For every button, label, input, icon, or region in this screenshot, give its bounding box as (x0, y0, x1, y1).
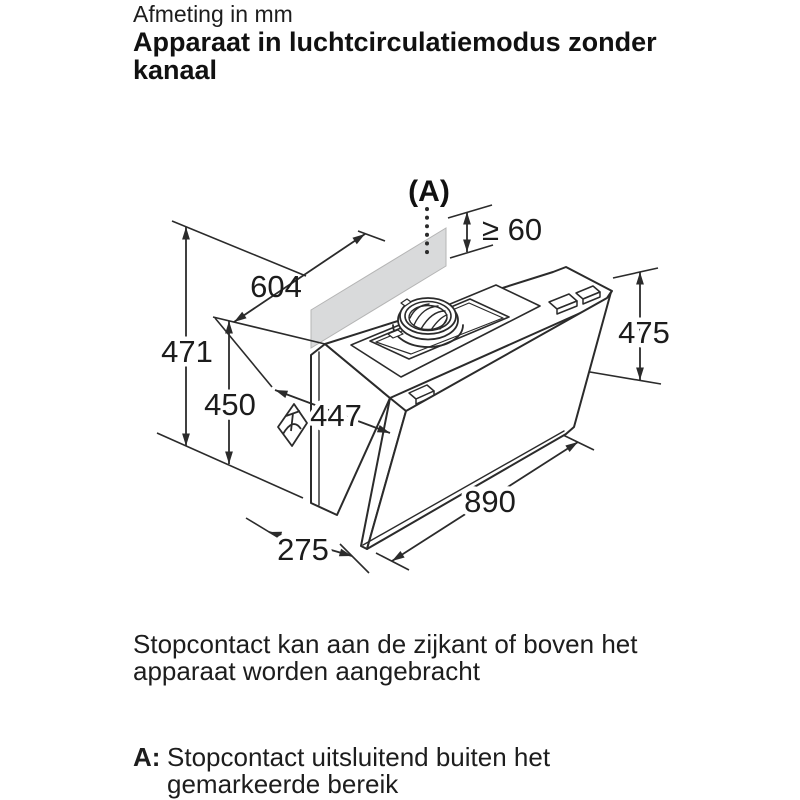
dim-label-275: 275 (277, 532, 329, 567)
notes-block (133, 629, 733, 799)
page-title-line2: kanaal (133, 55, 218, 85)
note1-line2: apparaat worden aangebracht (133, 656, 480, 686)
dim-label-890: 890 (464, 484, 516, 519)
units-note: Afmeting in mm (133, 1, 293, 27)
marker-a-label: (A) (408, 175, 450, 208)
page-title-line1: Apparaat in luchtcirculatiemodus zonder (133, 27, 657, 57)
note1-line1: Stopcontact kan aan de zijkant of boven het (133, 629, 638, 659)
note-marker-a (133, 744, 550, 797)
dim-label-604: 604 (250, 269, 302, 304)
dim-label-450: 450 (204, 387, 256, 422)
note2-line2: gemarkeerde bereik (167, 768, 399, 799)
note2-prefix: A: (133, 742, 161, 772)
dim-label-475: 475 (618, 315, 670, 350)
note-socket-placement (133, 631, 733, 685)
power-outlet-icon (278, 404, 307, 446)
dim-label-471: 471 (161, 334, 213, 369)
note2-line1: Stopcontact uitsluitend buiten het (167, 742, 551, 772)
dim-label-min-gap: ≥ 60 (482, 212, 543, 247)
dim-label-447: 447 (310, 398, 362, 433)
